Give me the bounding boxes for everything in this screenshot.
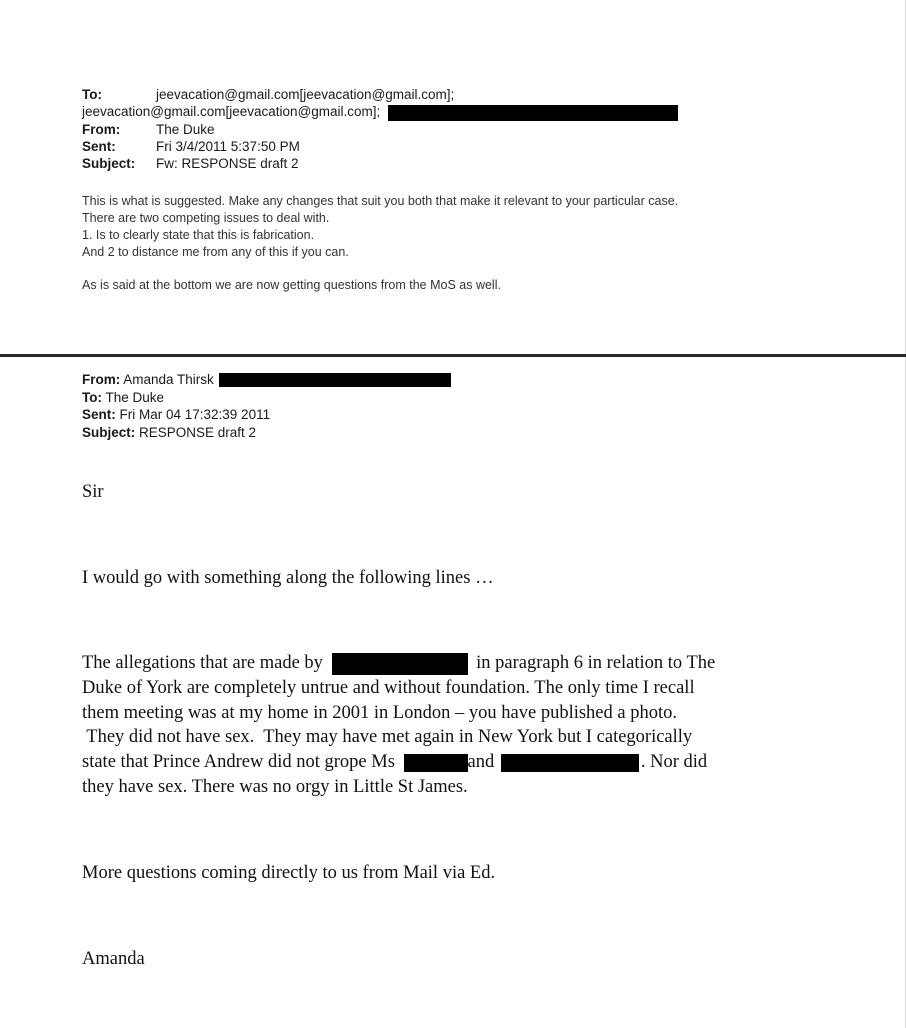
- paragraph-line: they have sex. There was no orgy in Little St James.: [82, 776, 468, 797]
- subject-label: Subject:: [82, 156, 136, 172]
- original-to-label: To:: [82, 389, 102, 405]
- paragraph-text: The allegations that are made by: [82, 653, 323, 673]
- original-from-row: [82, 371, 451, 389]
- paragraph-text: in paragraph 6 in relation to The: [476, 653, 716, 673]
- original-to-row: [82, 389, 451, 407]
- to-label: To:: [82, 87, 102, 102]
- to-row: [82, 86, 678, 103]
- to-row-continued: [82, 103, 678, 120]
- to-value: jeevacation@gmail.com[jeevacation@gmail.com];: [156, 87, 455, 102]
- forward-body-line: As is said at the bottom we are now getting questions from the MoS as well.: [82, 277, 501, 292]
- letter-intro: I would go with something along the following lines …: [82, 568, 494, 588]
- salutation: Sir: [82, 482, 104, 502]
- original-subject-value: RESPONSE draft 2: [135, 424, 257, 440]
- original-sent-value: Fri Mar 04 17:32:39 2011: [115, 407, 271, 422]
- forward-body-line: 1. Is to clearly state that this is fabrication.: [82, 227, 315, 242]
- original-sent-label: Sent:: [82, 407, 116, 422]
- original-header: [82, 371, 451, 441]
- forward-header: [82, 86, 678, 173]
- paragraph-line: They did not have sex. They may have met again in New York but I categorically: [82, 727, 693, 748]
- paragraph-line: Duke of York are completely untrue and without foundation. The only time I recall: [82, 677, 695, 698]
- from-row: [82, 121, 678, 138]
- redaction-block: [332, 653, 468, 675]
- paragraph-line: them meeting was at my home in 2001 in London – you have published a photo.: [82, 702, 677, 723]
- divider: [0, 354, 906, 357]
- original-from-label: From:: [82, 372, 121, 387]
- paragraph-line: [82, 750, 715, 775]
- original-subject-row: [82, 424, 451, 442]
- forward-body-line: And 2 to distance me from any of this if you can.: [82, 244, 349, 259]
- original-from-value: Amanda Thirsk: [120, 372, 214, 387]
- signature: Amanda: [82, 949, 145, 969]
- original-subject-label: Subject:: [82, 424, 136, 440]
- redaction-block: [404, 754, 468, 772]
- from-value: The Duke: [156, 121, 215, 137]
- letter-paragraph: [82, 651, 715, 800]
- to-value-line2: jeevacation@gmail.com[jeevacation@gmail.com];: [82, 104, 381, 120]
- redaction-block: [388, 105, 678, 121]
- paragraph-text: . Nor did: [640, 752, 708, 773]
- from-label: From:: [82, 121, 121, 137]
- subject-row: [82, 155, 678, 172]
- paragraph-line: [82, 651, 715, 676]
- paragraph-text: and: [467, 752, 495, 773]
- sent-value: Fri 3/4/2011 5:37:50 PM: [156, 139, 300, 155]
- forward-body: [82, 193, 678, 294]
- forward-body-line: There are two competing issues to deal with.: [82, 210, 330, 225]
- forward-body-line: This is what is suggested. Make any changes that suit you both that make it relevant to your particular case.: [82, 194, 679, 208]
- letter-closing: More questions coming directly to us from Mail via Ed.: [82, 863, 496, 883]
- sent-row: [82, 138, 678, 155]
- subject-value: Fw: RESPONSE draft 2: [156, 156, 299, 172]
- redaction-block: [219, 373, 451, 387]
- redaction-block: [501, 754, 639, 772]
- original-to-value: The Duke: [102, 389, 165, 405]
- paragraph-text: state that Prince Andrew did not grope Ms: [82, 752, 395, 773]
- sent-label: Sent:: [82, 139, 116, 155]
- original-sent-row: [82, 406, 451, 424]
